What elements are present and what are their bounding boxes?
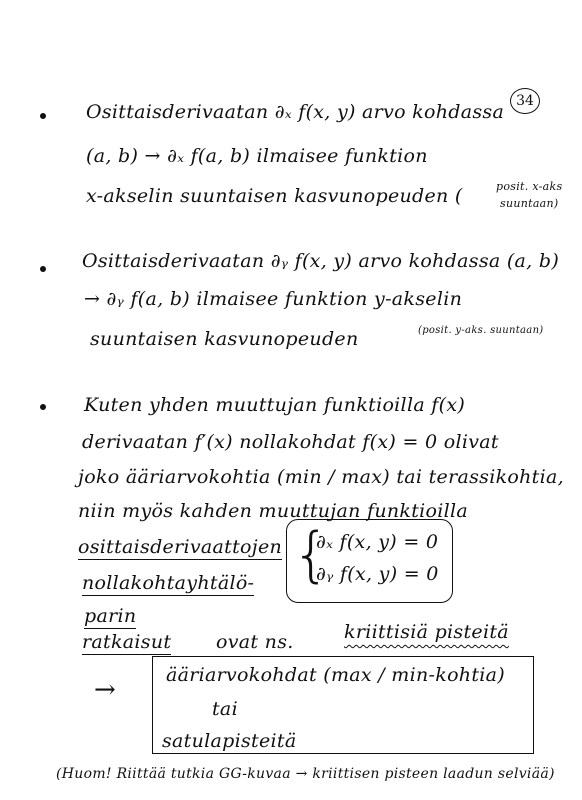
bullet-1-marker xyxy=(40,113,46,119)
bullet-2-line-2: → ∂ᵧ f(a, b) ilmaisee funktion y-akselin xyxy=(84,288,463,310)
bullet-2-line-3: suuntaisen kasvunopeuden xyxy=(90,328,359,350)
bullet-3-line-3: joko ääriarvokohtia (min / max) tai terassikohtia, xyxy=(78,466,564,488)
equation-system-line-2: ∂ᵧ f(x, y) = 0 xyxy=(316,563,439,585)
left-brace: { xyxy=(292,520,331,590)
bullet-1-line-3: x-akselin suuntaisen kasvunopeuden ( xyxy=(86,185,463,207)
bullet-3-line-2: derivaatan f′(x) nollakohdat f(x) = 0 olivat xyxy=(82,431,499,453)
equation-system-line-1: ∂ₓ f(x, y) = 0 xyxy=(316,531,439,553)
zero-equation-pair-label: nollakohtayhtälö- xyxy=(82,572,255,594)
bullet-1-line-1: Osittaisderivaatan ∂ₓ f(x, y) arvo kohdassa xyxy=(86,101,505,123)
bullet-2-note: (posit. y-aks. suuntaan) xyxy=(418,325,544,336)
bullet-1-note-line-2: suuntaan) xyxy=(500,197,559,210)
bullet-3-marker xyxy=(40,404,46,410)
bullet-3-line-4: niin myös kahden muuttujan funktioilla xyxy=(78,500,469,522)
result-line-3: satulapisteitä xyxy=(162,730,297,752)
result-line-1: ääriarvokohdat (max / min-kohtia) xyxy=(166,664,505,686)
bullet-2-marker xyxy=(40,266,46,272)
partial-derivatives-label: osittaisderivaattojen xyxy=(78,536,283,558)
are-so-called-text: ovat ns. xyxy=(216,631,294,653)
footer-note: (Huom! Riittää tutkia GG-kuvaa → kriittisen pisteen laadun selviää) xyxy=(56,766,555,782)
page-number: 34 xyxy=(510,88,540,114)
result-arrow: → xyxy=(94,675,117,705)
bullet-3-line-1: Kuten yhden muuttujan funktioilla f(x) xyxy=(84,394,466,416)
result-line-2: tai xyxy=(212,698,238,720)
bullet-1-note-line-1: posit. x-aks xyxy=(496,180,563,193)
bullet-2-line-1: Osittaisderivaatan ∂ᵧ f(x, y) arvo kohdassa (a, b) xyxy=(82,250,560,272)
pair-label: parin xyxy=(84,605,137,627)
bullet-1-line-2: (a, b) → ∂ₓ f(a, b) ilmaisee funktion xyxy=(86,145,428,167)
solutions-label: ratkaisut xyxy=(82,631,172,653)
critical-points-text: kriittisiä pisteitä xyxy=(344,621,509,643)
